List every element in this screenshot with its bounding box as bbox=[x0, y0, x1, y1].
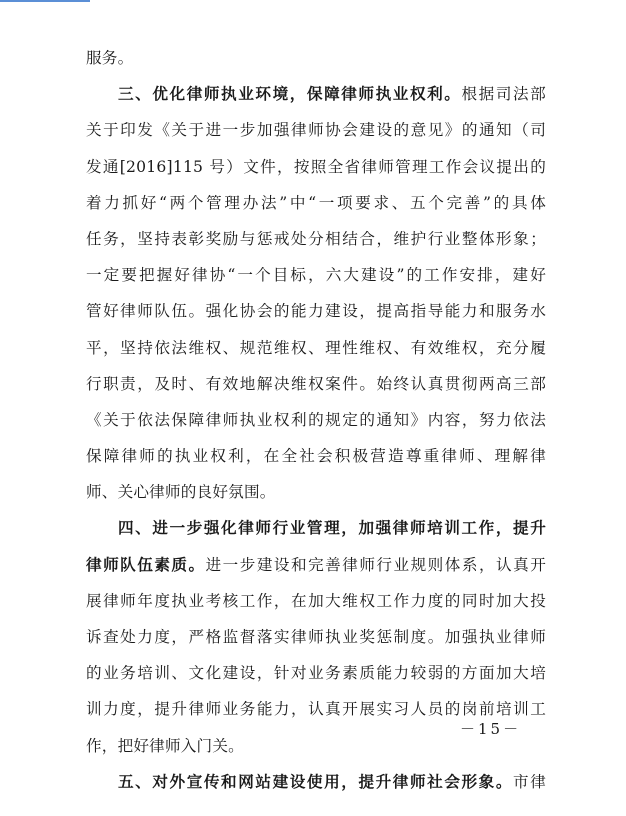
section-heading: 律师队伍素质。 bbox=[86, 554, 206, 574]
paragraph-line: 服务。 bbox=[86, 49, 134, 67]
paragraph-line: 关于印发《关于进一步加强律师协会建设的意见》的通知（司 bbox=[86, 121, 546, 140]
paragraph-line: 诉查处力度，严格监督落实律师执业奖惩制度。加强执业律师 bbox=[86, 628, 546, 646]
paragraph-line bbox=[86, 510, 546, 546]
paragraph-line: 行职责，及时、有效地解决维权案件。始终认真贯彻两高三部 bbox=[86, 374, 546, 393]
paragraph-line: 作，把好律师入门关。 bbox=[86, 736, 244, 755]
paragraph-line: 保障律师的执业权利，在全社会积极营造尊重律师、理解律 bbox=[86, 447, 546, 466]
top-edge-mark bbox=[0, 0, 90, 2]
paragraph-line: 五、对外宣传和网站建设使用，提升律师社会形象。市律 bbox=[118, 771, 546, 791]
paragraph-line: 师、关心律师的良好氛围。 bbox=[86, 483, 276, 502]
paragraph-line: 三、优化律师执业环境，保障律师执业权利。根据司法部 bbox=[118, 84, 546, 104]
paragraph-line: 一定要把握好律协“一个目标，六大建设”的工作安排，建好 bbox=[86, 266, 546, 285]
paragraph-line: 展律师年度执业考核工作，在加大维权工作力度的同时加大投 bbox=[86, 591, 546, 610]
section-heading: 四、进一步强化律师行业管理，加强律师培训工作，提升 bbox=[118, 518, 546, 538]
paragraph-line: 训力度，提升律师业务能力，认真开展实习人员的岗前培训工 bbox=[86, 700, 546, 719]
paragraph-line: 《关于依法保障律师执业权利的规定的通知》内容，努力依法 bbox=[86, 410, 546, 429]
section-heading: 五、对外宣传和网站建设使用，提升律师社会形象。 bbox=[118, 771, 514, 791]
page-number: －15－ bbox=[460, 720, 522, 738]
paragraph-line: 平，坚持依法维权、规范维权、理性维权、有效维权，充分履 bbox=[86, 338, 546, 357]
document-body bbox=[86, 40, 546, 800]
section-heading: 三、优化律师执业环境，保障律师执业权利。 bbox=[118, 84, 462, 104]
paragraph-line: 管好律师队伍。强化协会的能力建设，提高指导能力和服务水 bbox=[86, 302, 546, 321]
paragraph-line: 律师队伍素质。进一步建设和完善律师行业规则体系，认真开 bbox=[86, 554, 546, 574]
paragraph-line: 着力抓好“两个管理办法”中“一项要求、五个完善”的具体 bbox=[86, 193, 546, 212]
paragraph-line: 任务，坚持表彰奖励与惩戒处分相结合，维护行业整体形象； bbox=[86, 229, 546, 248]
paragraph-line: 发通[2016]115 号）文件，按照全省律师管理工作会议提出的 bbox=[86, 157, 546, 176]
paragraph-line: 的业务培训、文化建设，针对业务素质能力较弱的方面加大培 bbox=[86, 664, 546, 683]
